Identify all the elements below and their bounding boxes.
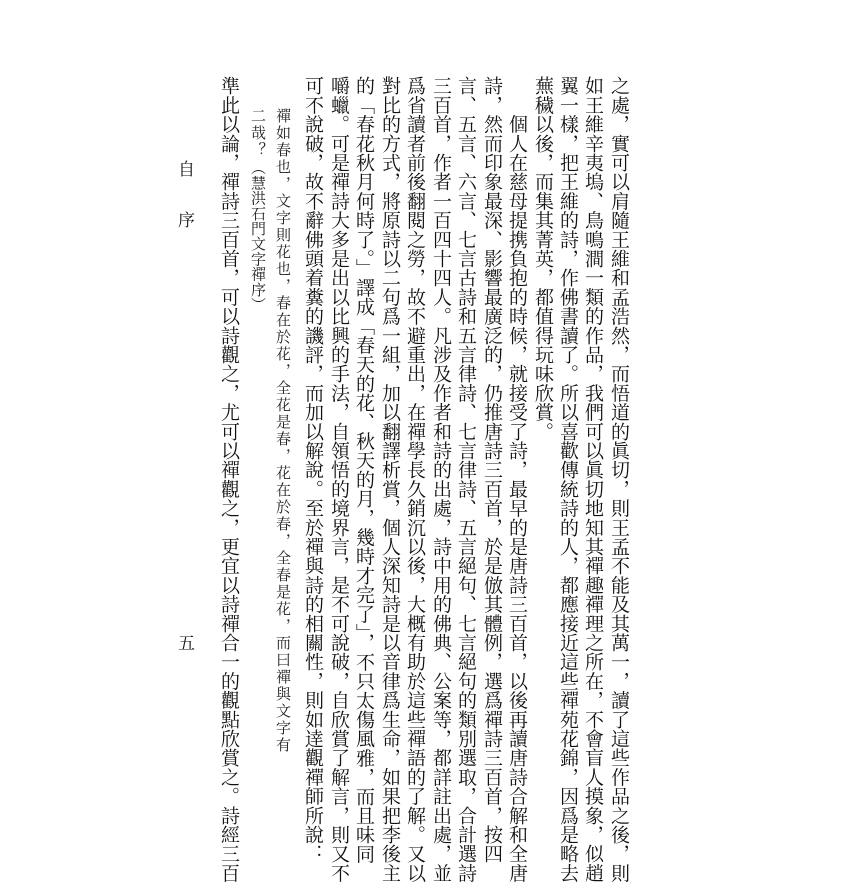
quotation-source: （慧洪石門文字禪序） xyxy=(249,160,267,312)
closing-column: 準此以論，禪詩三百首，可以詩觀之，尤可以禪觀之，更宜以詩禪合一的觀點欣賞之。詩經三百 xyxy=(218,76,240,882)
page-number: 五 xyxy=(174,634,194,651)
quotation-text: 禪如春也，文字則花也，春在於花，全花是春，花在於春，全春是花，而曰禪與文字有 xyxy=(274,108,292,754)
running-header-title: 自 序 xyxy=(174,160,194,228)
body-column: 言、五言、六言、七言古詩和五言律詩、七言律詩、五言絕句、七言絕句的類別選取，合計選詩 xyxy=(455,76,477,882)
body-column: 可不說破，故不辭佛頭着糞的譏評，而加以解說。至於禪與詩的相關性，則如逹觀禪師所說： xyxy=(302,76,324,864)
body-column: 個人在慈母提携負抱的時候，就接受了詩，最早的是唐詩三百首，以後再讀唐詩合解和全唐 xyxy=(506,76,528,882)
quotation-continuation: 二哉？ xyxy=(249,108,267,159)
body-column: 的「春花秋月何時了。」譯成「春天的花、秋天的月，幾時才完了」，不只太傷風雅，而且味同 xyxy=(353,76,375,864)
body-column: 嚼蠟。可是禪詩大多是出以比興的手法，自領悟的境界言，是不可說破，自欣賞了解言，則又不 xyxy=(328,76,350,882)
body-column: 翼一樣，把王維的詩，作佛書讀了。所以喜歡傳統詩的人，都應接近這些禪苑花錦，因爲是略去 xyxy=(557,76,579,882)
body-column: 之處，實可以肩隨王維和孟浩然，而悟道的眞切，則王孟不能及其萬一，讀了這些作品之後，則 xyxy=(608,76,630,882)
body-column: 詩，然而印象最深、影響最廣泛的，仍推唐詩三百首，於是倣其體例，選爲禪詩三百首，按四 xyxy=(481,76,503,864)
body-column: 蕪穢以後，而集其菁英，都值得玩味欣賞。 xyxy=(532,76,554,441)
body-column: 爲省讀者前後翻閱之勞，故不避重出，在禪學長久銷沉以後，大概有助於這些禪語的了解。又以 xyxy=(404,76,426,882)
body-column: 對比的方式，將原詩以二句爲一組，加以翻譯析賞，個人深知詩是以音律爲生命，如果把李後主 xyxy=(379,76,401,882)
body-column: 如王維辛夷塢、鳥鳴澗一類的作品，我們可以眞切地知其禪趣禪理之所在，不會盲人摸象，似趙 xyxy=(582,76,604,882)
body-column: 三百首，作者一百四十四人。凡涉及作者和詩的出處，詩中用的佛典、公案等，都詳註出處，並 xyxy=(430,76,452,882)
